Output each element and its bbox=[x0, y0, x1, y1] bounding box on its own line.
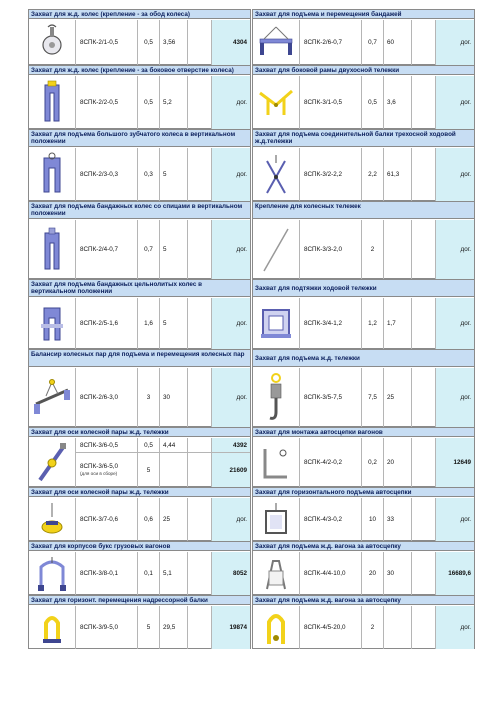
product-block bbox=[252, 9, 475, 65]
load-capacity: 0,5 bbox=[361, 76, 383, 129]
product-block bbox=[252, 201, 475, 279]
product-block bbox=[28, 201, 251, 279]
clamp-gripper-icon bbox=[29, 76, 75, 129]
product-param: 60 bbox=[383, 20, 411, 65]
product-param: 3,6 bbox=[383, 76, 411, 129]
rod-tie-icon bbox=[253, 220, 299, 279]
block-title: Захват для подъема ж.д. тележки bbox=[253, 350, 474, 367]
product-param bbox=[383, 220, 411, 279]
product-price: 8052 bbox=[211, 552, 250, 595]
block-title: Захват для горизонтального подъема автосцепки bbox=[253, 488, 474, 497]
product-price: 16689,6 bbox=[435, 552, 474, 595]
product-price: 4392 bbox=[211, 438, 250, 452]
clamp-gripper-icon bbox=[29, 298, 75, 349]
load-capacity: 2 bbox=[361, 606, 383, 649]
product-code: 8СПК-4/2-0,2 bbox=[299, 438, 361, 487]
block-title: Захват для подтяжки ходовой тележки bbox=[253, 280, 474, 297]
shackle-icon bbox=[29, 606, 75, 649]
product-row bbox=[253, 368, 474, 427]
frame-gripper-icon bbox=[253, 552, 299, 595]
product-code: 8СПК-4/5-20,0 bbox=[299, 606, 361, 649]
product-block bbox=[28, 9, 251, 65]
product-price: дог. bbox=[211, 148, 250, 201]
product-param: 5 bbox=[159, 298, 187, 349]
product-block bbox=[28, 595, 251, 649]
product-code: 8СПК-3/9-5,0 bbox=[75, 606, 137, 649]
block-title: Захват для монтажа автосцепки вагонов bbox=[253, 428, 474, 437]
block-title: Захват для корпусов букс грузовых вагонов bbox=[29, 542, 250, 551]
product-param: 30 bbox=[383, 552, 411, 595]
load-capacity: 0,3 bbox=[137, 148, 159, 201]
frame-gripper-icon bbox=[253, 298, 299, 349]
product-price: дог. bbox=[435, 76, 474, 129]
product-price: дог. bbox=[435, 606, 474, 649]
shackle-icon bbox=[253, 606, 299, 649]
product-block bbox=[252, 541, 475, 595]
product-row bbox=[29, 298, 250, 349]
product-row bbox=[29, 552, 250, 595]
traverse-beam-icon bbox=[29, 368, 75, 427]
product-code: 8СПК-3/6-5,0 (для оси в сборе) bbox=[75, 453, 137, 487]
product-block bbox=[252, 427, 475, 487]
product-block bbox=[28, 65, 251, 129]
load-capacity: 1,6 bbox=[137, 298, 159, 349]
product-code: 8СПК-2/1-0,5 bbox=[75, 20, 137, 65]
product-block bbox=[252, 129, 475, 201]
product-row bbox=[29, 20, 250, 65]
product-note: (для оси в сборе) bbox=[80, 471, 118, 476]
traverse-beam-icon bbox=[253, 20, 299, 65]
product-code: 8СПК-4/3-0,2 bbox=[299, 498, 361, 541]
frame-gripper-icon bbox=[29, 552, 75, 595]
product-row bbox=[253, 220, 474, 279]
load-capacity: 2 bbox=[361, 220, 383, 279]
product-price: дог. bbox=[211, 220, 250, 279]
product-row bbox=[29, 76, 250, 129]
product-param bbox=[383, 606, 411, 649]
product-block bbox=[252, 595, 475, 649]
load-capacity: 0,1 bbox=[137, 552, 159, 595]
load-capacity: 0,7 bbox=[137, 220, 159, 279]
product-row bbox=[253, 76, 474, 129]
clamp-gripper-icon bbox=[29, 220, 75, 279]
product-price: 21609 bbox=[211, 453, 250, 487]
product-param: 3,56 bbox=[159, 20, 187, 65]
block-title: Крепление для колесных тележек bbox=[253, 202, 474, 219]
block-title: Захват для подъема ж.д. вагона за автосцепку bbox=[253, 596, 474, 605]
product-param: 5 bbox=[159, 148, 187, 201]
load-capacity: 5 bbox=[137, 606, 159, 649]
product-param: 5,2 bbox=[159, 76, 187, 129]
product-param: 30 bbox=[159, 368, 187, 427]
product-row bbox=[29, 606, 250, 649]
block-title: Захват для ж.д. колес (крепление - за обод колеса) bbox=[29, 10, 250, 19]
load-capacity: 7,5 bbox=[361, 368, 383, 427]
load-capacity: 0,5 bbox=[137, 20, 159, 65]
load-capacity: 0,5 bbox=[137, 438, 159, 452]
product-price: дог. bbox=[211, 498, 250, 541]
product-block bbox=[252, 487, 475, 541]
product-code: 8СПК-3/3-2,0 bbox=[299, 220, 361, 279]
product-row bbox=[253, 148, 474, 201]
block-title: Захват для подъема ж.д. вагона за автосцепку bbox=[253, 542, 474, 551]
product-param: 25 bbox=[159, 498, 187, 541]
product-code: 8СПК-2/6-0,7 bbox=[299, 20, 361, 65]
product-block bbox=[252, 279, 475, 349]
product-code: 8СПК-3/4-1,2 bbox=[299, 298, 361, 349]
product-param: 33 bbox=[383, 498, 411, 541]
product-param: 25 bbox=[383, 368, 411, 427]
product-row bbox=[29, 438, 250, 452]
block-title: Балансир колесных пар для подъема и перемещения колесных пар bbox=[29, 350, 250, 367]
load-capacity: 3 bbox=[137, 368, 159, 427]
load-capacity: 20 bbox=[361, 552, 383, 595]
product-code: 8СПК-3/6-0,5 bbox=[75, 438, 137, 452]
load-capacity: 1,2 bbox=[361, 298, 383, 349]
product-block bbox=[28, 279, 251, 349]
product-param: 20 bbox=[383, 438, 411, 487]
product-code: 8СПК-2/2-0,5 bbox=[75, 76, 137, 129]
product-code: 8СПК-2/6-3,0 bbox=[75, 368, 137, 427]
block-title: Захват для подъема бандажных цельнолитых колес в вертикальном положении bbox=[29, 280, 250, 297]
product-block bbox=[252, 349, 475, 427]
product-block bbox=[28, 349, 251, 427]
product-code: 8СПК-3/2-2,2 bbox=[299, 148, 361, 201]
product-block bbox=[28, 487, 251, 541]
product-code: 8СПК-3/8-0,1 bbox=[75, 552, 137, 595]
hook-gripper-icon bbox=[253, 368, 299, 427]
product-code: 8СПК-4/4-10,0 bbox=[299, 552, 361, 595]
product-price: дог. bbox=[435, 20, 474, 65]
product-price: дог. bbox=[435, 298, 474, 349]
product-row bbox=[253, 498, 474, 541]
product-block bbox=[28, 541, 251, 595]
product-price: дог. bbox=[435, 498, 474, 541]
block-title: Захват для оси колесной пары ж.д. тележки bbox=[29, 428, 250, 437]
product-row bbox=[29, 498, 250, 541]
product-code: 8СПК-3/5-7,5 bbox=[299, 368, 361, 427]
block-title: Захват для горизонт. перемещения надрессорной балки bbox=[29, 596, 250, 605]
product-price: дог. bbox=[211, 298, 250, 349]
product-row bbox=[75, 452, 250, 487]
yellow-gripper-icon bbox=[29, 498, 75, 541]
product-row bbox=[253, 438, 474, 487]
product-price: дог. bbox=[211, 368, 250, 427]
product-param: 29,5 bbox=[159, 606, 187, 649]
product-price: 12649 bbox=[435, 438, 474, 487]
product-price: дог. bbox=[435, 148, 474, 201]
block-title: Захват для оси колесной пары ж.д. тележки bbox=[29, 488, 250, 497]
product-row bbox=[253, 606, 474, 649]
product-row bbox=[253, 298, 474, 349]
product-code: 8СПК-2/5-1,6 bbox=[75, 298, 137, 349]
product-price: дог. bbox=[211, 76, 250, 129]
bracket-gripper-icon bbox=[253, 438, 299, 487]
product-param: 5,1 bbox=[159, 552, 187, 595]
axle-grab-icon bbox=[29, 438, 75, 487]
product-code: 8СПК-2/4-0,7 bbox=[75, 220, 137, 279]
product-param: 5 bbox=[159, 220, 187, 279]
product-param bbox=[159, 453, 187, 487]
product-price: 4304 bbox=[211, 20, 250, 65]
product-code: 8СПК-3/1-0,5 bbox=[299, 76, 361, 129]
product-row bbox=[29, 220, 250, 279]
product-block bbox=[28, 129, 251, 201]
product-block bbox=[252, 65, 475, 129]
product-block bbox=[28, 427, 251, 487]
block-title: Захват для боковой рамы двухосной тележки bbox=[253, 66, 474, 75]
load-capacity: 0,6 bbox=[137, 498, 159, 541]
block-title: Захват для подъема большого зубчатого колеса в вертикальном положении bbox=[29, 130, 250, 147]
product-price: 19874 bbox=[211, 606, 250, 649]
product-row bbox=[29, 368, 250, 427]
product-param: 4,44 bbox=[159, 438, 187, 452]
load-capacity: 0,7 bbox=[361, 20, 383, 65]
block-title: Захват для подъема и перемещения бандажей bbox=[253, 10, 474, 19]
product-price: дог. bbox=[435, 220, 474, 279]
block-title: Захват для ж.д. колес (крепление - за боковое отверстие колеса) bbox=[29, 66, 250, 75]
load-capacity: 0,5 bbox=[137, 76, 159, 129]
load-capacity: 0,2 bbox=[361, 438, 383, 487]
load-capacity: 5 bbox=[137, 453, 159, 487]
bracket-gripper-icon bbox=[29, 148, 75, 201]
frame-gripper-icon bbox=[253, 498, 299, 541]
block-title: Захват для подъема соединительной балки трехосной ходовой ж.д.тележки bbox=[253, 130, 474, 147]
scissor-grab-icon bbox=[253, 148, 299, 201]
yellow-gripper-icon bbox=[253, 76, 299, 129]
product-row bbox=[253, 552, 474, 595]
product-row bbox=[253, 20, 474, 65]
product-param: 1,7 bbox=[383, 298, 411, 349]
product-row bbox=[29, 148, 250, 201]
product-price: дог. bbox=[435, 368, 474, 427]
load-capacity: 10 bbox=[361, 498, 383, 541]
product-code: 8СПК-2/3-0,3 bbox=[75, 148, 137, 201]
block-title: Захват для подъема бандажных колес со спицами в вертикальном положении bbox=[29, 202, 250, 219]
product-param: 61,3 bbox=[383, 148, 411, 201]
product-code: 8СПК-3/7-0,6 bbox=[75, 498, 137, 541]
hook-gripper-icon bbox=[29, 20, 75, 65]
load-capacity: 2,2 bbox=[361, 148, 383, 201]
